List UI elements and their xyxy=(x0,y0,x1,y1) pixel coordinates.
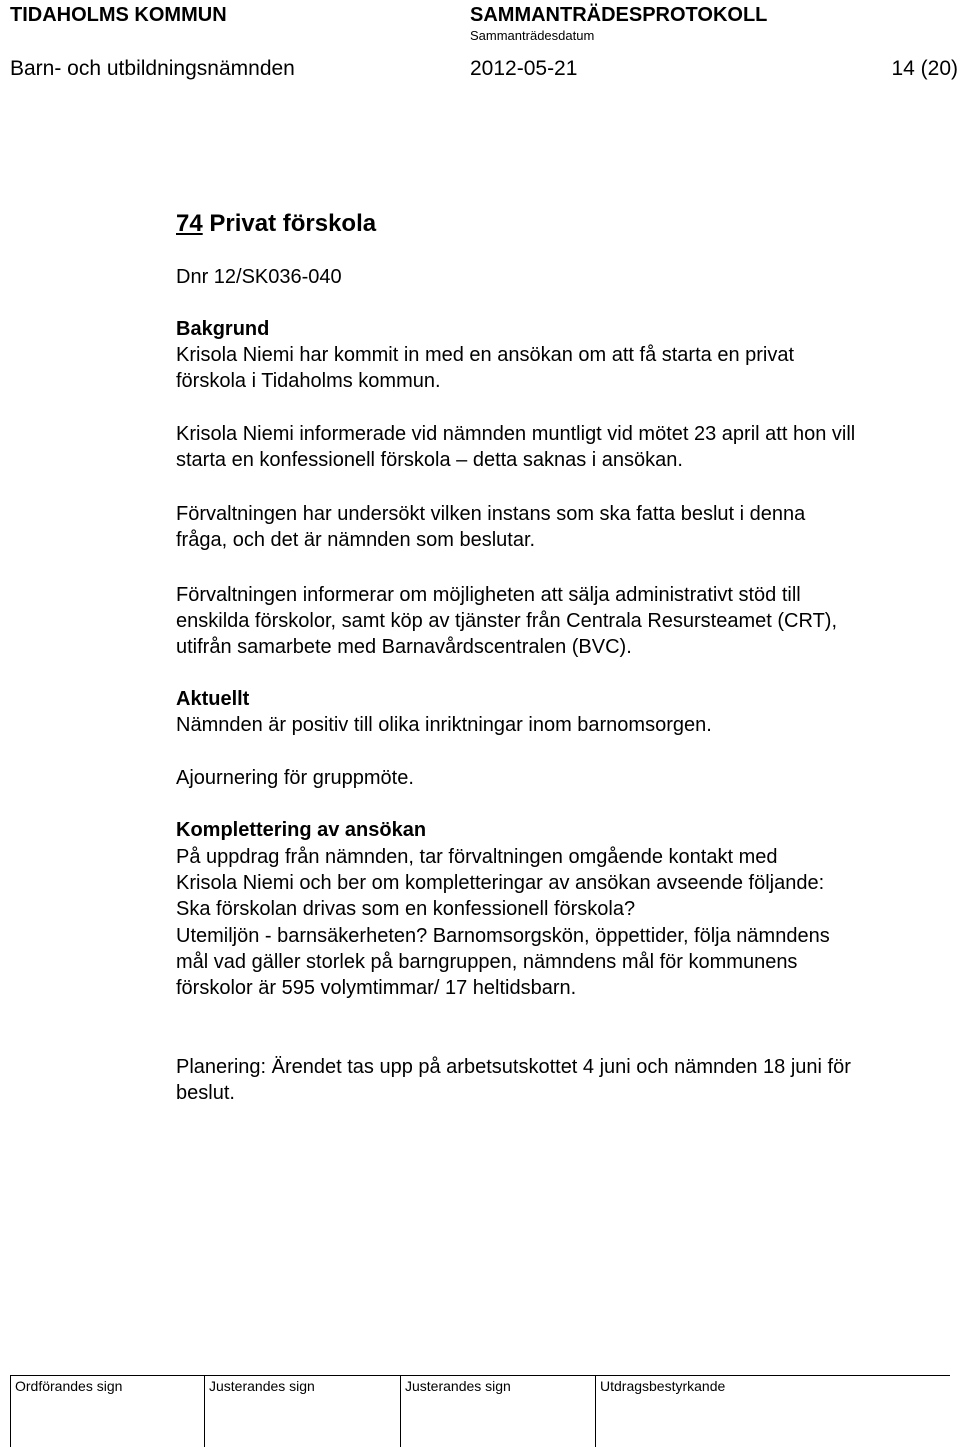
paragraph-line: utifrån samarbete med Barnavårdscentralen (BVC). xyxy=(176,636,632,658)
signature-label: Justerandes sign xyxy=(405,1378,511,1394)
paragraph-line: enskilda förskolor, samt köp av tjänster från Centrala Resursteamet (CRT), xyxy=(176,610,837,632)
bakgrund-heading: Bakgrund xyxy=(176,318,270,340)
footer-rule xyxy=(10,1375,950,1376)
board-name: Barn- och utbildningsnämnden xyxy=(10,57,295,80)
aktuellt-heading: Aktuellt xyxy=(176,688,250,710)
item-heading xyxy=(176,211,376,237)
date-caption: Sammanträdesdatum xyxy=(470,28,595,43)
meeting-date: 2012-05-21 xyxy=(470,57,578,80)
komplettering-line: förskolor är 595 volymtimmar/ 17 heltidsbarn. xyxy=(176,977,577,999)
komplettering-line: På uppdrag från nämnden, tar förvaltningen omgående kontakt med xyxy=(176,846,778,868)
paragraph-line: Förvaltningen informerar om möjligheten att sälja administrativt stöd till xyxy=(176,584,801,606)
komplettering-line: Krisola Niemi och ber om kompletteringar av ansökan avseende följande: xyxy=(176,872,825,894)
signature-box-utdrag xyxy=(595,1375,726,1447)
signature-label: Utdragsbestyrkande xyxy=(600,1378,726,1394)
signature-box-justerande-2 xyxy=(400,1375,511,1447)
page-number: 14 (20) xyxy=(891,57,958,80)
signature-footer xyxy=(0,1375,960,1447)
komplettering-line: Ska förskolan drivas som en konfessionell förskola? xyxy=(176,898,636,920)
komplettering-line: mål vad gäller storlek på barngruppen, nämndens mål för kommunens xyxy=(176,951,798,973)
planering-line: Planering: Ärendet tas upp på arbetsutskottet 4 juni och nämnden 18 juni för xyxy=(176,1056,851,1078)
item-title: Privat förskola xyxy=(209,210,377,237)
paragraph-line: Krisola Niemi informerade vid nämnden muntligt vid mötet 23 april att hon vill xyxy=(176,423,856,445)
item-number: 74 xyxy=(176,210,203,237)
signature-box-justerande-1 xyxy=(204,1375,315,1447)
paragraph-line: Förvaltningen har undersökt vilken instans som ska fatta beslut i denna xyxy=(176,503,806,525)
paragraph-line: fråga, och det är nämnden som beslutar. xyxy=(176,529,536,551)
signature-box-ordforande xyxy=(10,1375,123,1447)
signature-label: Justerandes sign xyxy=(209,1378,315,1394)
komplettering-line: Utemiljön - barnsäkerheten? Barnomsorgskön, öppettider, följa nämndens xyxy=(176,925,830,947)
bakgrund-line: Krisola Niemi har kommit in med en ansökan om att få starta en privat xyxy=(176,344,795,366)
dnr: Dnr 12/SK036-040 xyxy=(176,266,342,288)
planering-line: beslut. xyxy=(176,1082,235,1104)
bakgrund-line: förskola i Tidaholms kommun. xyxy=(176,370,441,392)
ajournering-text: Ajournering för gruppmöte. xyxy=(176,767,414,789)
signature-label: Ordförandes sign xyxy=(15,1378,123,1394)
paragraph-line: starta en konfessionell förskola – detta saknas i ansökan. xyxy=(176,449,683,471)
aktuellt-text: Nämnden är positiv till olika inriktningar inom barnomsorgen. xyxy=(176,714,712,736)
komplettering-heading: Komplettering av ansökan xyxy=(176,819,427,841)
document-type: SAMMANTRÄDESPROTOKOLL xyxy=(470,4,768,26)
organization-name: TIDAHOLMS KOMMUN xyxy=(10,4,227,26)
